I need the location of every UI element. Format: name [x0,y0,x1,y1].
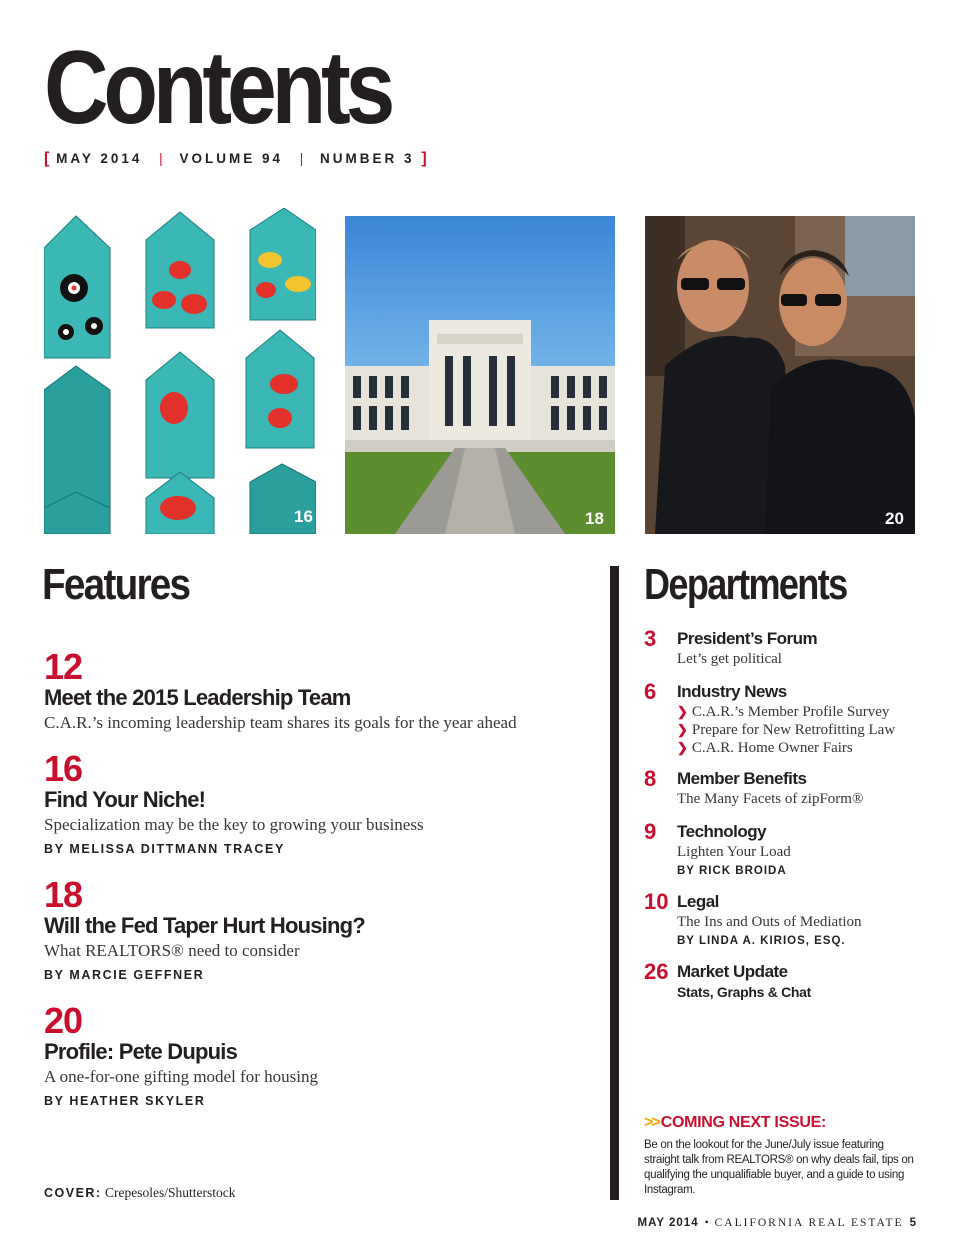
feature-desc: C.A.R.’s incoming leadership team shares its goals for the year ahead [44,713,517,732]
cover-label: COVER: [44,1186,102,1200]
issue-number: NUMBER 3 [320,151,415,166]
department-page: 26 [644,959,669,984]
feature-page: 12 [44,646,83,687]
page-footer [638,1217,916,1229]
department-page: 10 [644,889,669,914]
federal-building-icon [345,216,615,534]
illustration-icon [44,208,316,534]
feature-byline: BY MARCIE GEFFNER [44,968,205,982]
feature-desc: What REALTORS® need to consider [44,941,300,960]
features-heading: Features [42,560,190,609]
coming-text: Be on the lookout for the June/July issue featuring straight talk from REALTORS® on why deals fail, tips on qualifying the unqualifiable buyer, and a guide to using Instagram. [644,1139,914,1196]
department-line: The Ins and Outs of Mediation [677,914,862,930]
feature-title[interactable]: Meet the 2015 Leadership Team [44,685,351,710]
chevron-right-icon: ❯ [677,704,688,719]
feature-page: 16 [44,748,83,789]
divider: | [299,151,304,166]
photo-profile [645,216,915,534]
photo-niche-illustration [44,208,316,534]
bracket-close: ] [421,150,427,167]
department-title[interactable]: Industry News [677,682,787,701]
photo-page-number: 16 [294,507,313,526]
cover-credit-text: Crepesoles/Shutterstock [105,1185,236,1200]
chevron-right-icon: ❯ [677,722,688,737]
feature-item[interactable] [44,1000,318,1114]
feature-page: 18 [44,874,83,915]
footer-dot: • [704,1217,709,1229]
department-title[interactable]: Member Benefits [677,769,807,788]
department-title[interactable]: Legal [677,892,719,911]
chevron-right-icon: ❯ [677,740,688,755]
feature-item[interactable] [44,646,517,734]
photo-page-number: 20 [885,509,904,528]
department-title[interactable]: President’s Forum [677,629,818,648]
department-byline: BY LINDA A. KIRIOS, ESQ. [677,935,846,947]
feature-item[interactable] [44,748,424,862]
department-item[interactable] [644,768,934,808]
department-page: 6 [644,679,657,704]
column-divider [610,566,619,1200]
portrait-icon [645,216,915,534]
department-item[interactable] [644,681,934,757]
department-bullet: ❯ C.A.R. Home Owner Fairs [677,740,853,756]
footer-page-number: 5 [909,1217,916,1229]
feature-title[interactable]: Find Your Niche! [44,787,206,812]
feature-title[interactable]: Will the Fed Taper Hurt Housing? [44,913,365,938]
issue-volume: VOLUME 94 [179,151,283,166]
department-title[interactable]: Market Update [677,962,788,981]
divider: | [159,151,163,166]
feature-desc: A one-for-one gifting model for housing [44,1067,318,1086]
footer-publication: CALIFORNIA REAL ESTATE [714,1217,904,1229]
cover-credit [44,1185,235,1201]
department-line: Stats, Graphs & Chat [677,984,812,1000]
feature-byline: BY HEATHER SKYLER [44,1094,206,1108]
feature-desc: Specialization may be the key to growing your business [44,815,424,834]
bracket-open: [ [44,150,50,167]
page-title: Contents [44,30,391,146]
department-bullet: ❯ C.A.R.’s Member Profile Survey [677,704,890,720]
department-title[interactable]: Technology [677,822,767,841]
department-line: The Many Facets of zipForm® [677,791,864,807]
department-page: 3 [644,626,657,651]
department-line: Lighten Your Load [677,844,791,860]
coming-heading: >> COMING NEXT ISSUE: [644,1114,826,1131]
issue-info [44,150,427,168]
department-item[interactable] [644,628,934,668]
department-byline: BY RICK BROIDA [677,865,787,877]
feature-item[interactable] [44,874,365,988]
department-item[interactable] [644,891,934,951]
department-item[interactable] [644,821,934,881]
footer-month: MAY 2014 [637,1217,699,1229]
department-page: 9 [644,819,657,844]
departments-heading: Departments [644,560,847,609]
photo-page-number: 18 [585,509,604,528]
photo-federal-reserve [345,216,615,534]
issue-month: MAY 2014 [56,151,143,166]
feature-page: 20 [44,1000,83,1041]
department-line: Let’s get political [677,651,782,667]
department-item[interactable] [644,961,934,1001]
coming-next-issue [644,1114,914,1198]
feature-title[interactable]: Profile: Pete Dupuis [44,1039,238,1064]
department-page: 8 [644,766,657,791]
double-chevron-icon: >> [644,1114,659,1131]
department-bullet: ❯ Prepare for New Retrofitting Law [677,722,896,738]
feature-byline: BY MELISSA DITTMANN TRACEY [44,842,285,856]
